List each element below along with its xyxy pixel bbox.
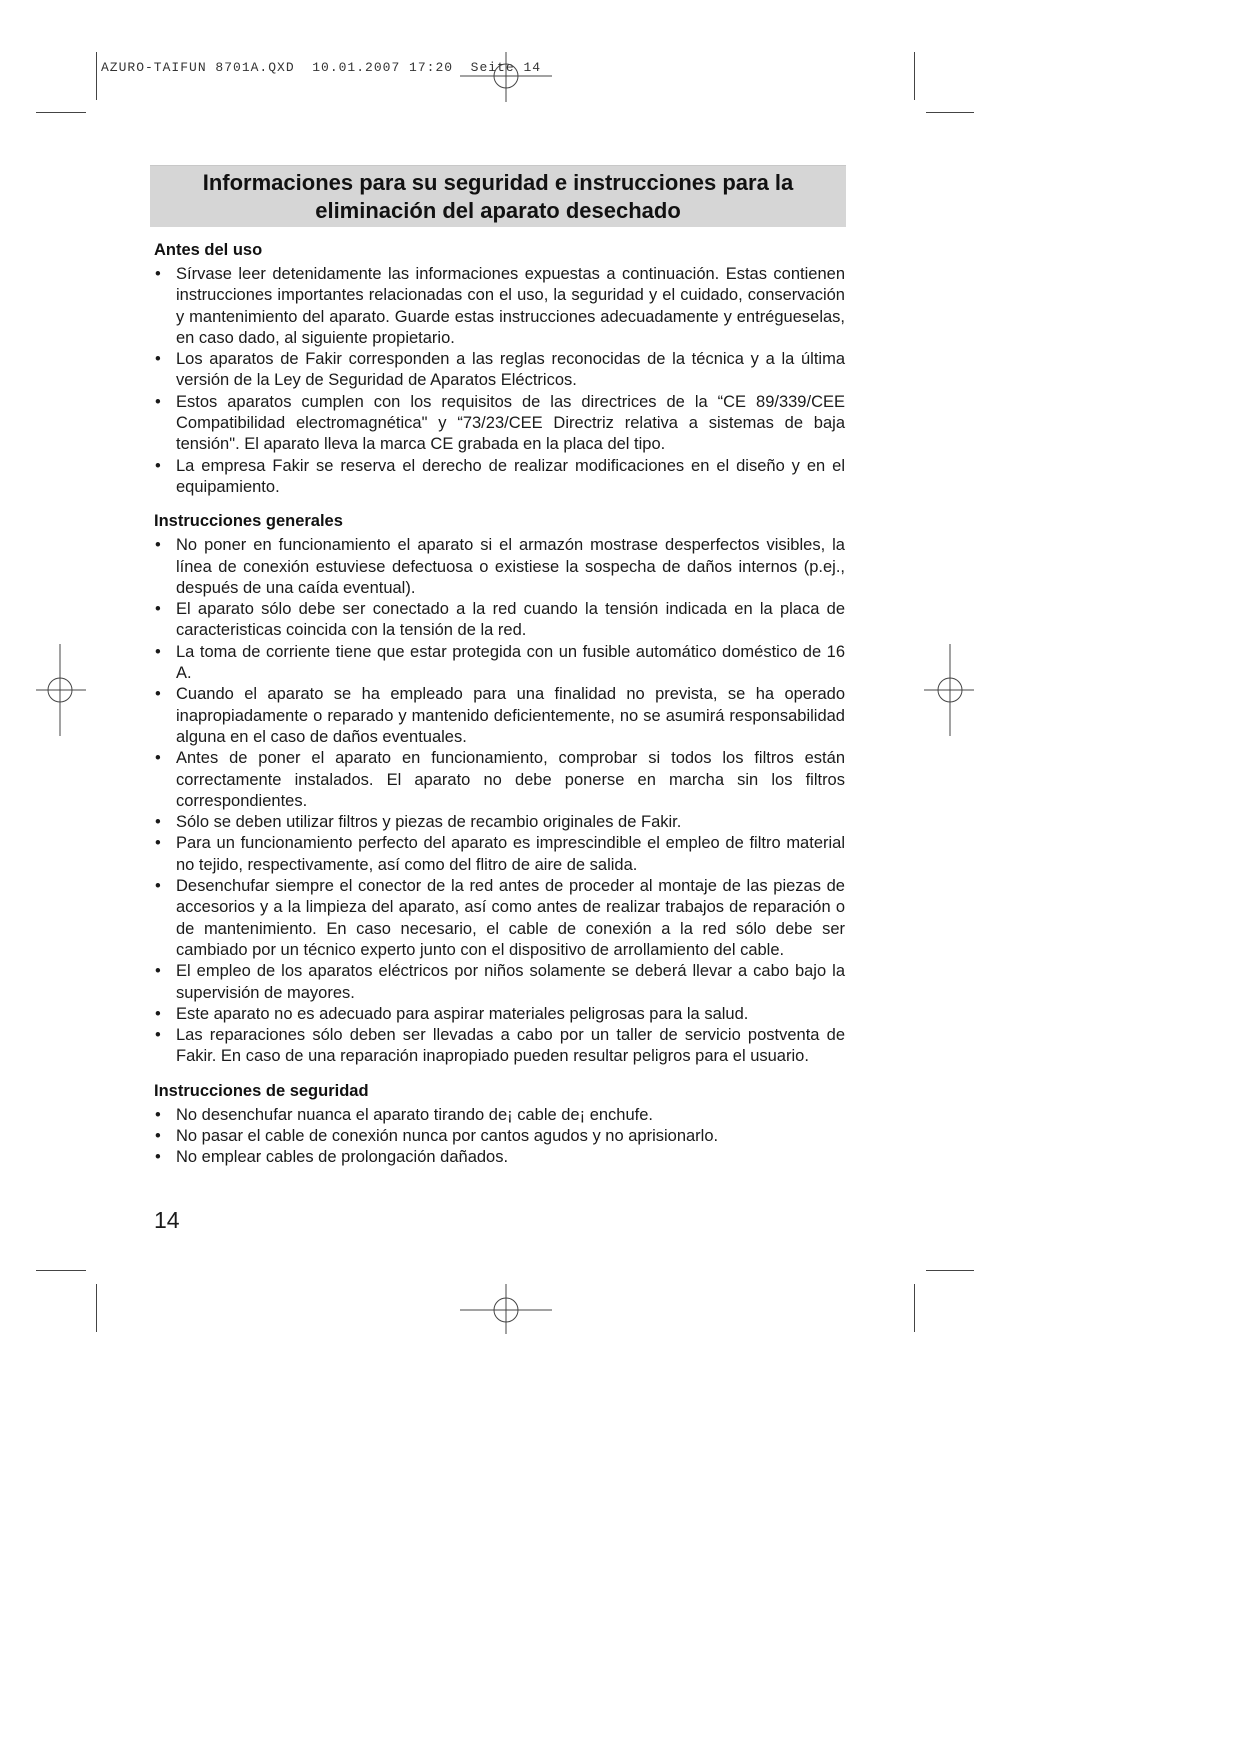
list-item-text: Cuando el aparato se ha empleado para una finalidad no prevista, se ha operado inapropiadamente o reparado y mantenido deficientemente, no se asumirá responsabilidad alguna en el caso de daños eventuales. (176, 685, 845, 746)
list-item (152, 961, 848, 1004)
list-item-text: No desenchufar nuanca el aparato tirando de¡ cable de¡ enchufe. (176, 1105, 653, 1124)
bullet: • (155, 962, 161, 981)
list-item (152, 456, 848, 499)
registration-mark-bottom-icon (460, 1284, 552, 1334)
bullet: • (155, 1148, 161, 1167)
list-item (152, 748, 848, 812)
list-item-text: No emplear cables de prolongación dañados. (176, 1148, 509, 1167)
bullet: • (155, 1126, 161, 1145)
list-item-text: El aparato sólo debe ser conectado a la red cuando la tensión indicada en la placa de caracteristicas coincida con la tensión de la red. (176, 600, 845, 640)
list-item (152, 1004, 848, 1025)
list-item (152, 642, 848, 685)
bullet: • (155, 813, 161, 832)
list-item (152, 392, 848, 456)
bullet: • (155, 392, 161, 411)
bullet: • (155, 877, 161, 896)
page-content (152, 165, 848, 1169)
list-item (152, 1147, 848, 1168)
bullet: • (155, 685, 161, 704)
list-item (152, 684, 848, 748)
list-item (152, 876, 848, 961)
crop-mark (926, 112, 974, 113)
list-item-text: No pasar el cable de conexión nunca por cantos agudos y no aprisionarlo. (176, 1126, 719, 1145)
crop-mark (914, 1284, 915, 1332)
bullet: • (155, 600, 161, 619)
list-item-text: Sírvase leer detenidamente las informaciones expuestas a continuación. Estas contienen instrucciones importantes relacionadas con el uso, la seguridad y el cuidado, conservación y mantenimiento del aparato. Guarde estas instrucciones adecuadamente y entrégueselas, en caso dado, al siguiente propietario. (176, 265, 845, 347)
page-title (150, 165, 846, 227)
crop-mark (96, 1284, 97, 1332)
list-item (152, 1105, 848, 1126)
bullet: • (155, 456, 161, 475)
list-item-text: Los aparatos de Fakir corresponden a las reglas reconocidas de la técnica y a la última versión de la Ley de Seguridad de Aparatos Eléctricos. (176, 350, 845, 390)
bullet: • (155, 1105, 161, 1124)
list-instrucciones-de-seguridad (152, 1105, 848, 1169)
list-instrucciones-generales (152, 535, 848, 1067)
list-item (152, 1025, 848, 1068)
list-item (152, 812, 848, 833)
crop-mark (36, 1270, 86, 1271)
list-item-text: Este aparato no es adecuado para aspirar materiales peligrosas para la salud. (176, 1004, 749, 1023)
list-item-text: No poner en funcionamiento el aparato si el armazón mostrase desperfectos visibles, la línea de conexión estuviese defectuosa o existiese la sospecha de daños internos (p.ej., después de una caída eventual). (176, 536, 845, 597)
section-heading-antes-del-uso: Antes del uso (154, 241, 263, 259)
list-item-text: Estos aparatos cumplen con los requisitos de las directrices de la “CE 89/339/CEE Compatibilidad electromagnética" y “73/23/CEE Directriz relativa a sistemas de baja tensión". El aparato lleva la marca CE grabada en la placa del tipo. (176, 392, 845, 454)
page-title-line: eliminación del aparato desechado (315, 198, 681, 223)
crop-mark (36, 112, 86, 113)
section-heading-instrucciones-generales: Instrucciones generales (154, 512, 343, 531)
bullet: • (155, 749, 161, 768)
list-item (152, 833, 848, 876)
list-item-text: Desenchufar siempre el conector de la red antes de proceder al montaje de las piezas de accesorios y a la limpieza del aparato, así como antes de realizar trabajos de reparación o de mantenimiento. En caso necesario, el cable de conexión a la red sólo debe ser cambiado por un técnico experto junto con el dispositivo de arrollamiento del cable. (176, 877, 845, 959)
crop-mark (914, 52, 915, 100)
crop-mark (926, 1270, 974, 1271)
list-item (152, 535, 848, 599)
list-item-text: Para un funcionamiento perfecto del aparato es imprescindible el empleo de filtro material no tejido, respectivamente, así como del flitro de aire de salida. (176, 834, 845, 874)
bullet: • (155, 834, 161, 853)
section-heading-instrucciones-de-seguridad: Instrucciones de seguridad (154, 1081, 369, 1100)
list-item-text: El empleo de los aparatos eléctricos por niños solamente se deberá llevar a cabo bajo la supervisión de mayores. (176, 962, 845, 1002)
bullet: • (155, 1026, 161, 1045)
print-slug: AZURO-TAIFUN 8701A.QXD 10.01.2007 17:20 Seite 14 (101, 60, 542, 75)
list-item (152, 599, 848, 642)
list-item-text: Las reparaciones sólo deben ser llevadas a cabo por un taller de servicio postventa de Fakir. En caso de una reparación inapropiado pueden resultar peligros para el usuario. (176, 1026, 845, 1066)
bullet: • (155, 1004, 161, 1023)
bullet: • (155, 265, 161, 283)
crop-mark (96, 52, 97, 100)
bullet: • (155, 350, 161, 369)
page-title-line: Informaciones para su seguridad e instrucciones para la (202, 170, 794, 195)
list-item (152, 264, 848, 349)
list-antes-del-uso (152, 264, 848, 498)
bullet: • (155, 642, 161, 661)
list-item (152, 349, 848, 392)
list-item (152, 1126, 848, 1147)
registration-mark-top-icon (460, 52, 552, 102)
list-item-text: Antes de poner el aparato en funcionamiento, comprobar si todos los filtros están correctamente instalados. El aparato no debe ponerse en marcha sin los filtros correspondientes. (176, 749, 845, 810)
list-item-text: La toma de corriente tiene que estar protegida con un fusible automático doméstico de 16 A. (176, 642, 845, 683)
registration-mark-right-icon (924, 644, 974, 736)
bullet: • (155, 536, 161, 555)
page-number: 14 (154, 1207, 180, 1233)
registration-mark-left-icon (36, 644, 86, 736)
list-item-text: Sólo se deben utilizar filtros y piezas de recambio originales de Fakir. (176, 813, 682, 832)
list-item-text: La empresa Fakir se reserva el derecho de realizar modificaciones en el diseño y en el equipamiento. (176, 456, 845, 496)
